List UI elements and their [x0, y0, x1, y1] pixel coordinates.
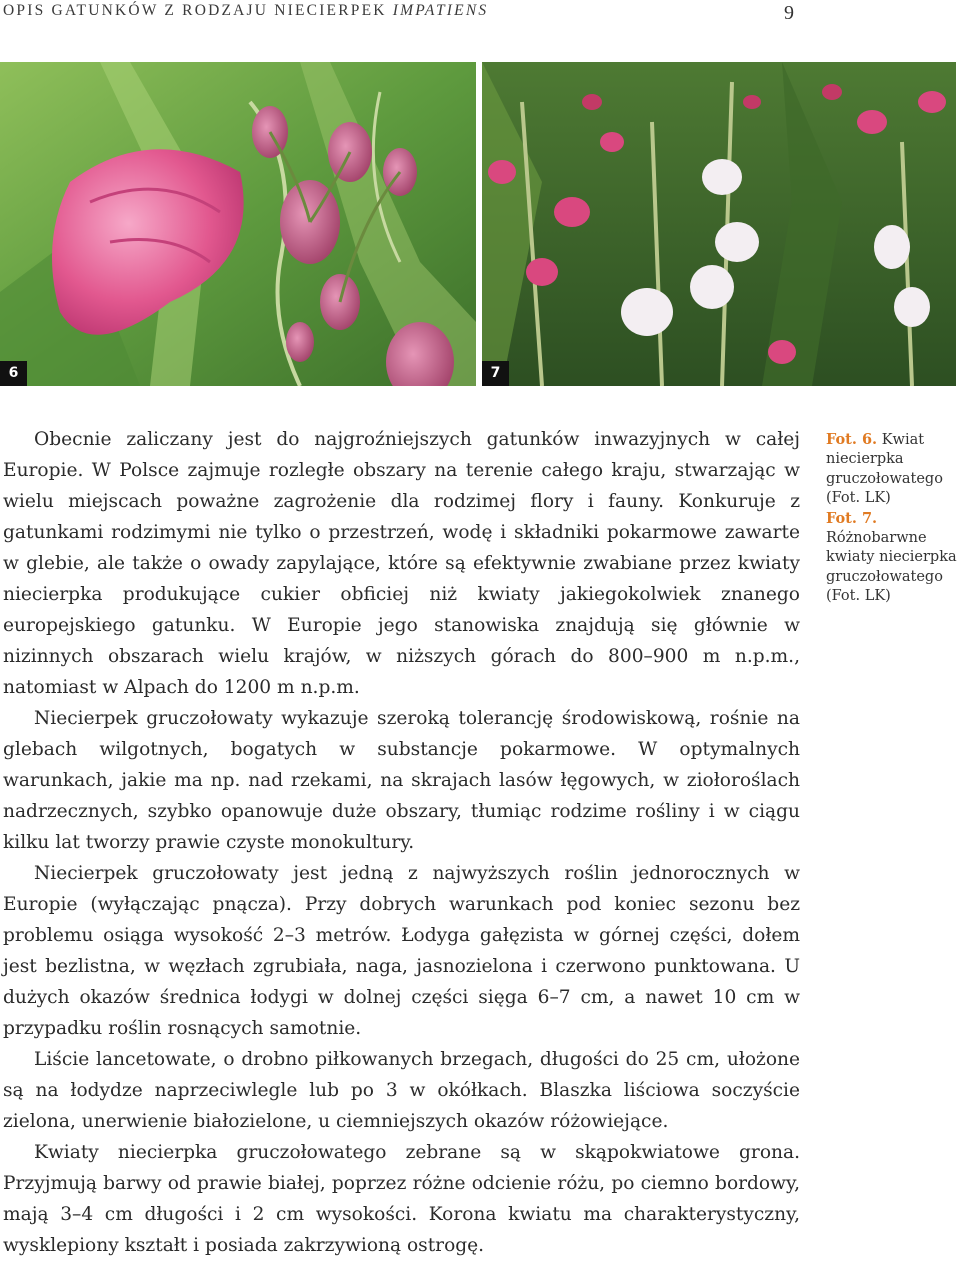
running-title-genus: IMPATIENS [392, 2, 489, 19]
caption-6-label: Fot. 6. [826, 431, 878, 448]
body-text [3, 424, 800, 1261]
caption-7-label: Fot. 7. [826, 509, 878, 527]
paragraph-1: Obecnie zaliczany jest do najgroźniejszych gatunków inwazyjnych w całej Europie. W Polsce zajmuje rozległe obszary na terenie całego kraju, stwarzając w wielu miejscach poważne zagrożenie dla rodzimej flory i fauny. Konkuruje z gatunkami rodzimymi nie tylko o przestrzeń, wodę i składniki pokarmowe zawarte w glebie, ale także o owady zapylające, które są efektywnie zwabiane przez kwiaty niecierpka produkujące cukier obficiej niż kwiaty jakiegokolwiek znanego europejskiego gatunku. W Europie jego stanowiska znajdują się głównie w nizinnych obszarach wielu krajów, w niższych górach do 800–900 m n.p.m., natomiast w Alpach do 1200 m n.p.m. [3, 429, 800, 698]
running-title-prefix: OPIS GATUNKÓW Z RODZAJU NIECIERPEK [3, 2, 387, 19]
caption-7-text: Różnobarwne kwiaty niecierpka gruczołowatego (Fot. LK) [826, 530, 957, 605]
photo-6 [0, 62, 476, 386]
page-number: 9 [784, 2, 794, 24]
caption-6 [826, 430, 958, 509]
photo-6-image [0, 62, 476, 386]
paragraph-2: Niecierpek gruczołowaty wykazuje szeroką tolerancję środowiskową, rośnie na glebach wilgotnych, bogatych w substancje pokarmowe. W optymalnych warunkach, jakie ma np. nad rzekami, na skrajach lasów łęgowych, w ziołoroślach nadrzecznych, szybko opanowuje duże obszary, tłumiąc rodzime rośliny i w ciągu kilku lat tworzy prawie czyste monokultury. [3, 708, 800, 853]
caption-7 [826, 509, 958, 607]
photo-captions [826, 430, 958, 607]
photo-7-image [482, 62, 956, 386]
photo-7 [482, 62, 956, 386]
paragraph-5: Kwiaty niecierpka gruczołowatego zebrane są w skąpokwiatowe grona. Przyjmują barwy od prawie białej, poprzez różne odcienie różu, po ciemno bordowy, mają 3–4 cm długości i 2 cm wysokości. Korona kwiatu ma charakterystyczny, wysklepiony kształt i posiada zakrzywioną ostrogę. [3, 1142, 800, 1256]
photo-7-badge: 7 [482, 361, 509, 386]
caption-6-text: Kwiat niecierpka gruczołowatego (Fot. LK) [826, 432, 943, 507]
photo-6-badge: 6 [0, 361, 27, 386]
running-head [3, 2, 803, 26]
paragraph-3: Niecierpek gruczołowaty jest jedną z najwyższych roślin jednorocznych w Europie (wyłączając pnącza). Przy dobrych warunkach pod koniec sezonu bez problemu osiąga wysokość 2–3 metrów. Łodyga gałęzista w górnej części, dołem jest bezlistna, w węzłach zgrubiała, naga, jasnozielona i czerwono punktowana. U dużych okazów średnica łodygi w dolnej części sięga 6–7 cm, a nawet 10 cm w przypadku roślin rosnących samotnie. [3, 863, 800, 1039]
paragraph-4: Liście lancetowate, o drobno piłkowanych brzegach, długości do 25 cm, ułożone są na łodydze naprzeciwlegle lub po 3 w okółkach. Blaszka liściowa soczyście zielona, unerwienie białozielone, u ciemniejszych okazów różowiejące. [3, 1049, 800, 1132]
